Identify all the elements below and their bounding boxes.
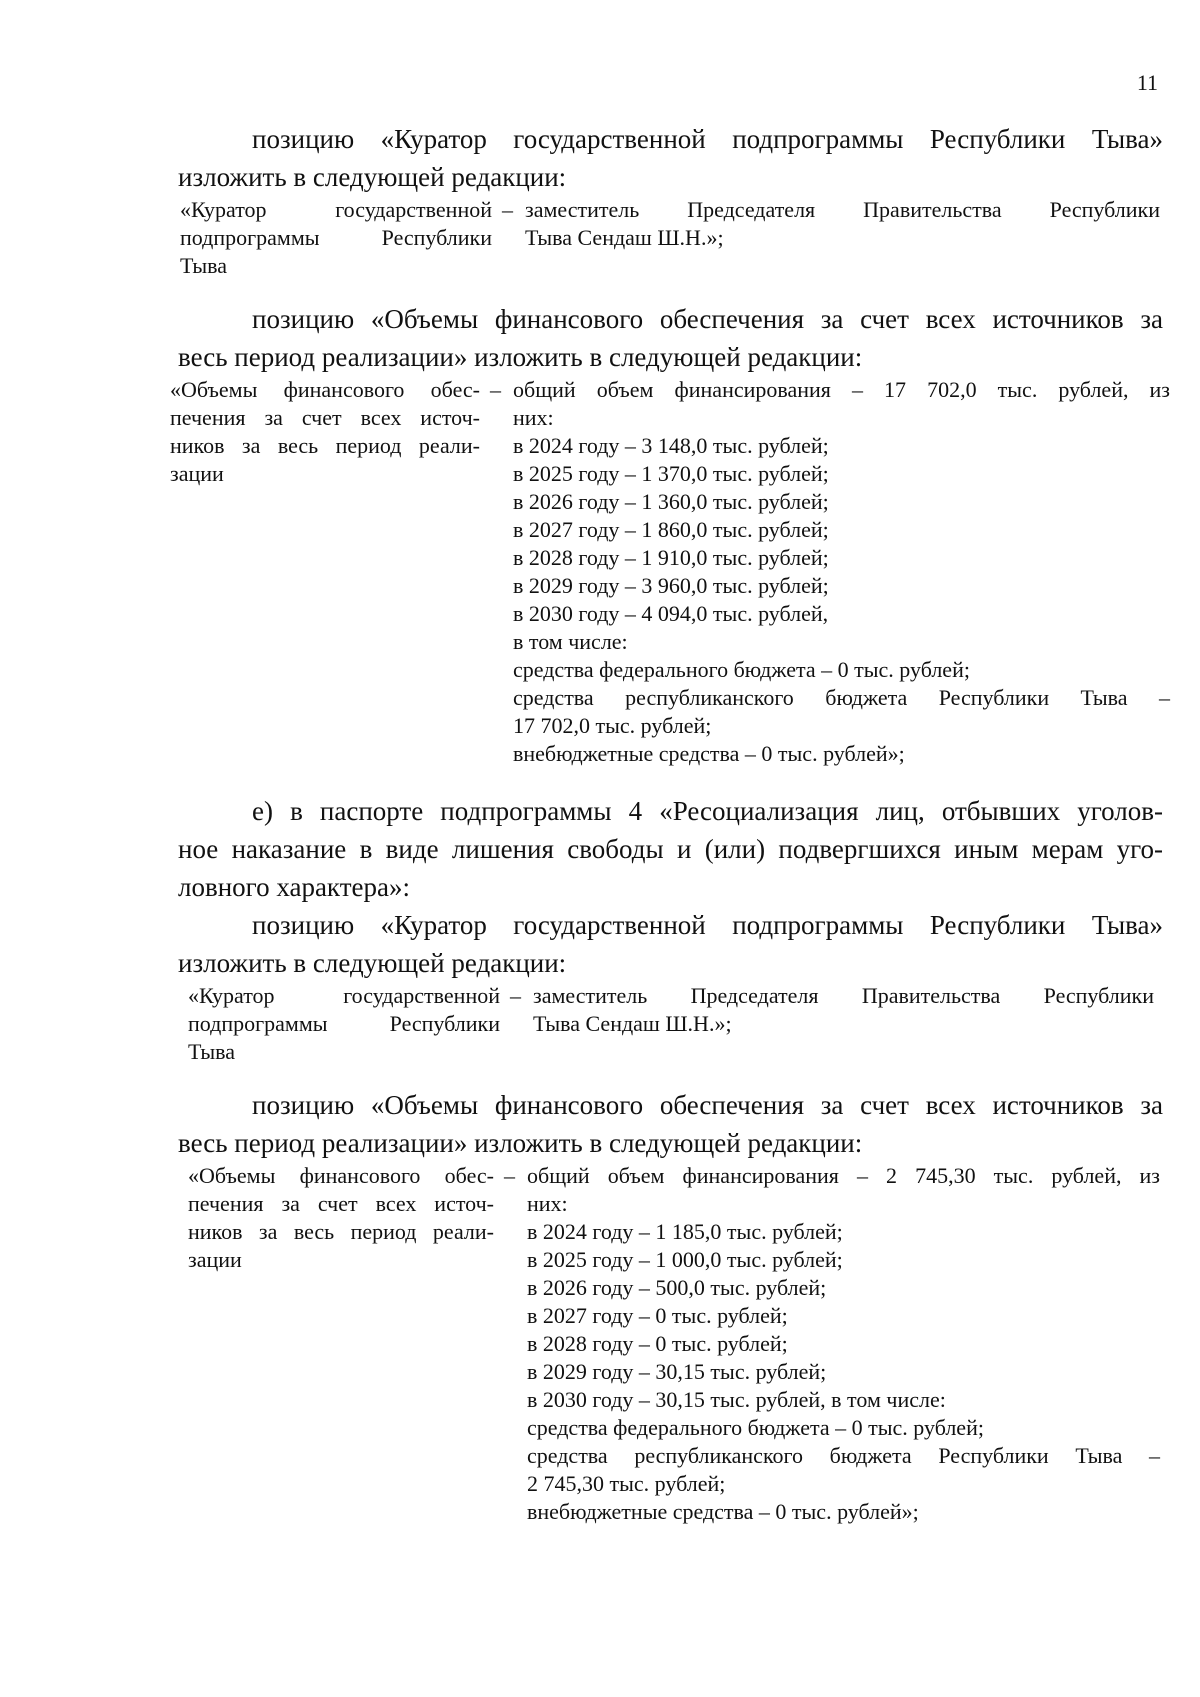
value-line: общий объем финансирования – 2 745,30 тыс. рублей, из bbox=[527, 1163, 1160, 1188]
value-line: них: bbox=[513, 405, 554, 430]
paragraph-line: позицию «Объемы финансового обеспечения за счет всех источников за bbox=[252, 304, 1163, 334]
paragraph-line: весь период реализации» изложить в следующей редакции: bbox=[178, 342, 863, 372]
paragraph-line: ловного характера»: bbox=[178, 872, 410, 902]
label-line: зации bbox=[188, 1247, 242, 1272]
paragraph-line: позицию «Объемы финансового обеспечения за счет всех источников за bbox=[252, 1090, 1163, 1120]
funding-value-cell bbox=[527, 1162, 1160, 1526]
funding-value-cell bbox=[513, 376, 1170, 768]
value-line: в 2029 году – 3 960,0 тыс. рублей; bbox=[513, 573, 829, 598]
value-line: средства федерального бюджета – 0 тыс. рублей; bbox=[513, 657, 970, 682]
label-line: ников за весь период реали- bbox=[170, 433, 480, 458]
value-line: в 2025 году – 1 000,0 тыс. рублей; bbox=[527, 1247, 843, 1272]
funding-intro-paragraph-2 bbox=[178, 1086, 1163, 1162]
funding-intro-paragraph-1 bbox=[178, 300, 1163, 376]
value-line: 2 745,30 тыс. рублей; bbox=[527, 1471, 726, 1496]
curator-intro-paragraph-1 bbox=[178, 120, 1163, 196]
paragraph-line: позицию «Куратор государственной подпрограммы Республики Тыва» bbox=[252, 124, 1163, 154]
label-line: «Куратор государственной bbox=[180, 197, 492, 222]
value-line: в 2026 году – 1 360,0 тыс. рублей; bbox=[513, 489, 829, 514]
label-line: Тыва bbox=[180, 253, 227, 278]
value-line: средства республиканского бюджета Республики Тыва – bbox=[527, 1443, 1160, 1468]
value-line: них: bbox=[527, 1191, 568, 1216]
value-line: заместитель Председателя Правительства Республики bbox=[525, 197, 1160, 222]
value-line: внебюджетные средства – 0 тыс. рублей»; bbox=[527, 1499, 919, 1524]
subprogram-4-paragraph bbox=[178, 792, 1163, 906]
label-line: «Объемы финансового обес- bbox=[188, 1163, 494, 1188]
value-line: 17 702,0 тыс. рублей; bbox=[513, 713, 712, 738]
value-line: общий объем финансирования – 17 702,0 тыс. рублей, из bbox=[513, 377, 1170, 402]
label-line: зации bbox=[170, 461, 224, 486]
dash-separator: – bbox=[504, 1163, 515, 1188]
label-line: «Куратор государственной bbox=[188, 983, 500, 1008]
funding-label-cell bbox=[188, 1162, 494, 1526]
curator-value-cell bbox=[533, 982, 1154, 1066]
label-line: подпрограммы Республики bbox=[188, 1011, 500, 1036]
curator-label-cell bbox=[180, 196, 492, 280]
value-line: в 2026 году – 500,0 тыс. рублей; bbox=[527, 1275, 827, 1300]
value-line: в 2029 году – 30,15 тыс. рублей; bbox=[527, 1359, 827, 1384]
value-line: средства республиканского бюджета Республики Тыва – bbox=[513, 685, 1170, 710]
value-line: в 2024 году – 1 185,0 тыс. рублей; bbox=[527, 1219, 843, 1244]
curator-intro-paragraph-2 bbox=[178, 906, 1163, 982]
label-line: подпрограммы Республики bbox=[180, 225, 492, 250]
value-line: в 2030 году – 30,15 тыс. рублей, в том числе: bbox=[527, 1387, 946, 1412]
label-line: Тыва bbox=[188, 1039, 235, 1064]
dash-separator: – bbox=[490, 377, 501, 402]
label-line: печения за счет всех источ- bbox=[170, 405, 480, 430]
funding-label-cell bbox=[170, 376, 480, 768]
curator-table-2 bbox=[188, 982, 1154, 1066]
value-line: в 2027 году – 1 860,0 тыс. рублей; bbox=[513, 517, 829, 542]
paragraph-line: изложить в следующей редакции: bbox=[178, 948, 567, 978]
value-line: в том числе: bbox=[513, 629, 628, 654]
dash-separator: – bbox=[510, 983, 521, 1008]
value-line: в 2030 году – 4 094,0 тыс. рублей, bbox=[513, 601, 829, 626]
value-line: средства федерального бюджета – 0 тыс. рублей; bbox=[527, 1415, 984, 1440]
paragraph-line: изложить в следующей редакции: bbox=[178, 162, 567, 192]
curator-value-cell bbox=[525, 196, 1160, 280]
value-line: внебюджетные средства – 0 тыс. рублей»; bbox=[513, 741, 905, 766]
value-line: в 2024 году – 3 148,0 тыс. рублей; bbox=[513, 433, 829, 458]
value-line: в 2028 году – 0 тыс. рублей; bbox=[527, 1331, 788, 1356]
page-number: 11 bbox=[1136, 70, 1158, 95]
value-line: в 2028 году – 1 910,0 тыс. рублей; bbox=[513, 545, 829, 570]
funding-table-2 bbox=[188, 1162, 1160, 1526]
funding-table-1 bbox=[170, 376, 1170, 768]
value-line: в 2027 году – 0 тыс. рублей; bbox=[527, 1303, 788, 1328]
label-line: ников за весь период реали- bbox=[188, 1219, 494, 1244]
dash-separator: – bbox=[502, 197, 513, 222]
paragraph-line: весь период реализации» изложить в следующей редакции: bbox=[178, 1128, 863, 1158]
value-line: в 2025 году – 1 370,0 тыс. рублей; bbox=[513, 461, 829, 486]
value-line: Тыва Сендаш Ш.Н.»; bbox=[525, 225, 724, 250]
paragraph-line: е) в паспорте подпрограммы 4 «Ресоциализация лиц, отбывших уголов- bbox=[252, 796, 1163, 826]
paragraph-line: позицию «Куратор государственной подпрограммы Республики Тыва» bbox=[252, 910, 1163, 940]
curator-table-1 bbox=[180, 196, 1160, 280]
value-line: заместитель Председателя Правительства Республики bbox=[533, 983, 1154, 1008]
label-line: «Объемы финансового обес- bbox=[170, 377, 480, 402]
paragraph-line: ное наказание в виде лишения свободы и (или) подвергшихся иным мерам уго- bbox=[178, 834, 1163, 864]
label-line: печения за счет всех источ- bbox=[188, 1191, 494, 1216]
curator-label-cell bbox=[188, 982, 500, 1066]
value-line: Тыва Сендаш Ш.Н.»; bbox=[533, 1011, 732, 1036]
